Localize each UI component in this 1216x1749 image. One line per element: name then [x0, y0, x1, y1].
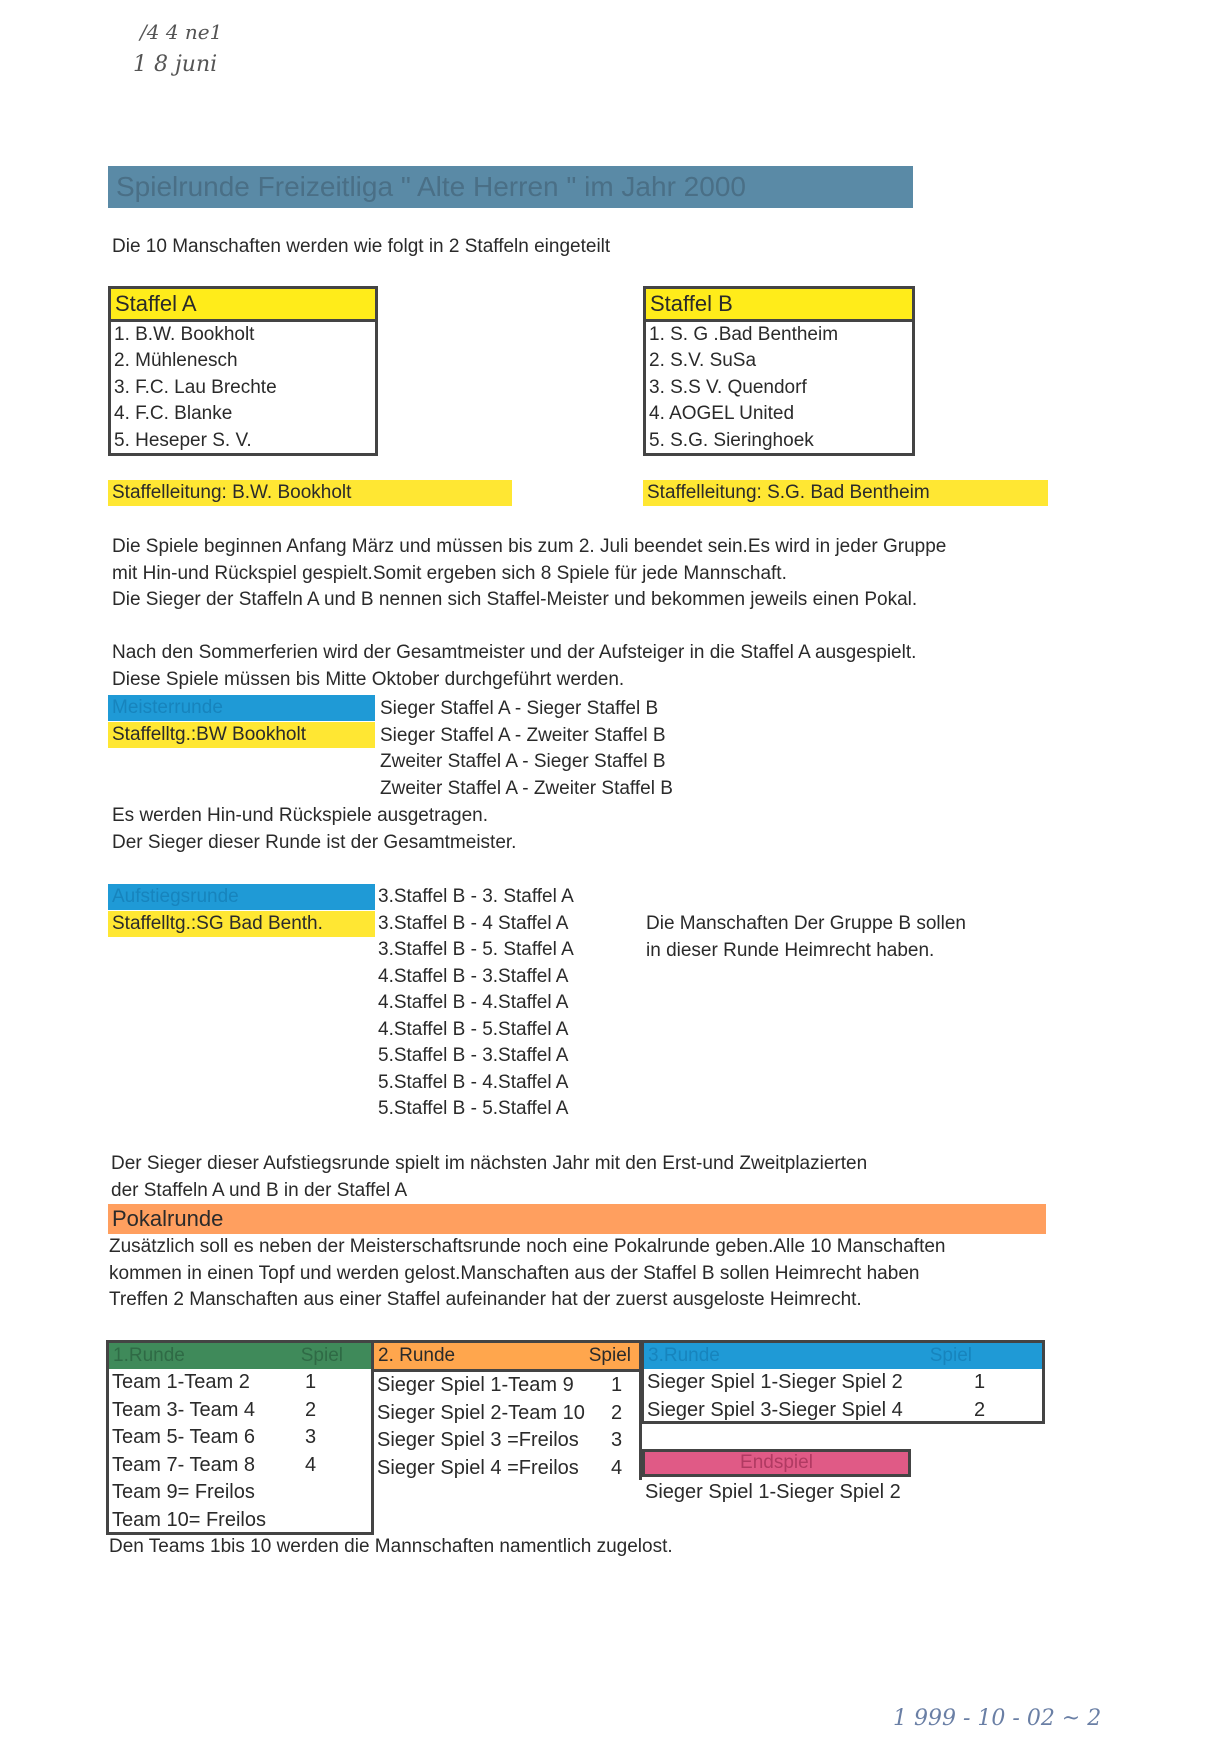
staffel-b-header: Staffel B	[646, 289, 912, 322]
text-line: Die Manschaften Der Gruppe B sollen	[646, 913, 966, 934]
meisterrunde-after	[112, 803, 516, 856]
match-cell: Team 5- Team 6	[112, 1426, 256, 1448]
aufstiegsrunde-note	[646, 911, 966, 964]
list-item: 2. S.V. SuSa	[649, 350, 757, 372]
meisterrunde-matches	[380, 696, 673, 802]
table-row	[374, 1372, 639, 1400]
runde1-header	[109, 1343, 371, 1369]
list-item: 5.Staffel B - 3.Staffel A	[378, 1045, 569, 1066]
spiel-number: 2	[305, 1398, 317, 1421]
list-item: 1. S. G .Bad Bentheim	[649, 324, 839, 345]
table-row	[374, 1427, 639, 1455]
list-item: 5.Staffel B - 5.Staffel A	[378, 1098, 569, 1119]
list-item: 4.Staffel B - 3.Staffel A	[378, 965, 569, 987]
text-line: Nach den Sommerferien wird der Gesamtmeister und der Aufsteiger in die Staffel A ausgespielt.	[112, 642, 917, 663]
runde3-table	[641, 1340, 1045, 1424]
text-line: Der Sieger dieser Aufstiegsrunde spielt im nächsten Jahr mit den Erst-und Zweitplazierten	[111, 1153, 868, 1174]
spiel-number: 3	[305, 1426, 317, 1448]
spiel-number: 1	[305, 1371, 317, 1393]
staffel-b-box	[643, 286, 915, 456]
runde2-header	[374, 1343, 639, 1372]
staffel-a-list	[111, 322, 375, 454]
table-row	[644, 1369, 1042, 1397]
table-row	[109, 1479, 371, 1507]
pokalrunde-text	[109, 1234, 946, 1314]
match-cell: Team 3- Team 4	[112, 1398, 256, 1421]
handwritten-footer: 1 999 - 10 - 02 ~ 2	[893, 1706, 1102, 1731]
list-item: Zweiter Staffel A - Sieger Staffel B	[380, 751, 666, 772]
list-item: 4.Staffel B - 4.Staffel A	[378, 992, 569, 1013]
match-cell: Sieger Spiel 2-Team 10	[377, 1401, 585, 1424]
text-line: Die Sieger der Staffeln A und B nennen sich Staffel-Meister und bekommen jeweils einen Pokal.	[112, 589, 918, 610]
list-item: 3.Staffel B - 4 Staffel A	[378, 912, 569, 934]
match-cell: Team 7- Team 8	[112, 1453, 256, 1476]
list-item: 3.Staffel B - 3. Staffel A	[378, 886, 574, 907]
spiel-number: 1	[974, 1371, 986, 1393]
match-cell: Team 9= Freilos	[112, 1481, 255, 1503]
intro-text: Die 10 Manschaften werden wie folgt in 2 Staffeln eingeteilt	[112, 236, 611, 257]
handwritten-note-1: /4 4 ne1	[140, 20, 223, 44]
spiel-number: 2	[974, 1398, 986, 1421]
list-item: 2. Mühlenesch	[114, 350, 238, 372]
table-row	[644, 1397, 1042, 1425]
text-line: Treffen 2 Manschaften aus einer Staffel aufeinander hat der zuerst ausgeloste Heimrecht.	[109, 1289, 862, 1310]
text-line: Diese Spiele müssen bis Mitte Oktober durchgeführt werden.	[112, 668, 625, 690]
text-line: der Staffeln A und B in der Staffel A	[111, 1179, 408, 1201]
match-cell: Sieger Spiel 3-Sieger Spiel 4	[647, 1398, 903, 1421]
text-line: kommen in einen Topf und werden gelost.Manschaften aus der Staffel B sollen Heimrecht haben	[109, 1262, 920, 1284]
text-line: Der Sieger dieser Runde ist der Gesamtmeister.	[112, 831, 517, 853]
page-title: Spielrunde Freizeitliga " Alte Herren " im Jahr 2000	[108, 166, 913, 208]
aufstiegsrunde-matches	[378, 884, 574, 1123]
list-item: Sieger Staffel A - Sieger Staffel B	[380, 698, 659, 719]
table-row	[109, 1424, 371, 1452]
table-row	[109, 1369, 371, 1397]
aufstiegsrunde-leitung: Staffelltg.:SG Bad Benth.	[108, 911, 375, 937]
list-item: 4. AOGEL United	[649, 403, 795, 425]
spiel-number: 2	[611, 1401, 623, 1424]
runde1-spiel-label: Spiel	[300, 1345, 343, 1366]
staffel-b-leitung: Staffelleitung: S.G. Bad Bentheim	[643, 480, 1048, 506]
meisterrunde-label: Meisterrunde	[108, 695, 375, 721]
list-item: 3. F.C. Lau Brechte	[114, 376, 277, 398]
runde3-header	[644, 1343, 1042, 1369]
staffel-b-list	[646, 322, 912, 454]
match-cell: Team 1-Team 2	[112, 1371, 250, 1393]
closing-text: Den Teams 1bis 10 werden die Mannschaften namentlich zugelost.	[109, 1536, 673, 1557]
text-line: in dieser Runde Heimrecht haben.	[646, 939, 935, 961]
match-cell: Sieger Spiel 1-Sieger Spiel 2	[647, 1371, 903, 1393]
spiel-number: 4	[305, 1453, 317, 1476]
list-item: 3.Staffel B - 5. Staffel A	[378, 939, 574, 960]
runde1-table	[106, 1340, 374, 1535]
list-item: Zweiter Staffel A - Zweiter Staffel B	[380, 777, 673, 799]
match-cell: Sieger Spiel 1-Team 9	[377, 1374, 574, 1396]
runde1-title: 1.Runde	[113, 1345, 185, 1366]
list-item: 5. Heseper S. V.	[114, 429, 252, 451]
runde3-spiel-label: Spiel	[929, 1345, 972, 1366]
aufstiegsrunde-after	[111, 1151, 867, 1204]
table-row	[109, 1397, 371, 1425]
text-line: Zusätzlich soll es neben der Meisterschaftsrunde noch eine Pokalrunde geben.Alle 10 Manschaften	[109, 1236, 946, 1257]
endspiel-match: Sieger Spiel 1-Sieger Spiel 2	[645, 1481, 901, 1503]
staffel-a-box	[108, 286, 378, 456]
table-row	[374, 1455, 639, 1483]
list-item: 5.Staffel B - 4.Staffel A	[378, 1071, 569, 1093]
runde3-title: 3.Runde	[648, 1345, 720, 1366]
staffel-a-leitung: Staffelleitung: B.W. Bookholt	[108, 480, 512, 506]
pokalrunde-label: Pokalrunde	[108, 1204, 1046, 1234]
text-line: Es werden Hin-und Rückspiele ausgetragen.	[112, 805, 488, 826]
text-line: mit Hin-und Rückspiel gespielt.Somit ergeben sich 8 Spiele für jede Mannschaft.	[112, 562, 787, 584]
list-item: 1. B.W. Bookholt	[114, 324, 255, 345]
text-line: Die Spiele beginnen Anfang März und müssen bis zum 2. Juli beendet sein.Es wird in jeder Gruppe	[112, 536, 947, 557]
list-item: 5. S.G. Sieringhoek	[649, 429, 814, 451]
staffel-a-header: Staffel A	[111, 289, 375, 322]
handwritten-note-2: 1 8 juni	[133, 52, 218, 77]
aufstiegsrunde-label: Aufstiegsrunde	[108, 884, 375, 910]
list-item: 4. F.C. Blanke	[114, 403, 233, 425]
match-cell: Sieger Spiel 4 =Freilos	[377, 1456, 579, 1479]
table-row	[109, 1507, 371, 1535]
runde2-spiel-label: Spiel	[588, 1345, 631, 1366]
runde2-title: 2. Runde	[378, 1345, 456, 1366]
meisterrunde-leitung: Staffelltg.:BW Bookholt	[108, 722, 375, 748]
spiel-number: 3	[611, 1429, 623, 1451]
match-cell: Team 10= Freilos	[112, 1508, 266, 1531]
spiel-number: 4	[611, 1456, 623, 1479]
list-item: 3. S.S V. Quendorf	[649, 376, 807, 398]
list-item: 4.Staffel B - 5.Staffel A	[378, 1018, 569, 1040]
spiel-number: 1	[611, 1374, 623, 1396]
match-cell: Sieger Spiel 3 =Freilos	[377, 1429, 579, 1451]
table-row	[374, 1400, 639, 1428]
paragraph-summer	[112, 640, 916, 693]
table-row	[109, 1452, 371, 1480]
runde2-table	[374, 1340, 642, 1480]
endspiel-box	[642, 1449, 911, 1477]
list-item: Sieger Staffel A - Zweiter Staffel B	[380, 724, 666, 746]
paragraph-schedule	[112, 534, 946, 614]
endspiel-label: Endspiel	[740, 1452, 813, 1473]
